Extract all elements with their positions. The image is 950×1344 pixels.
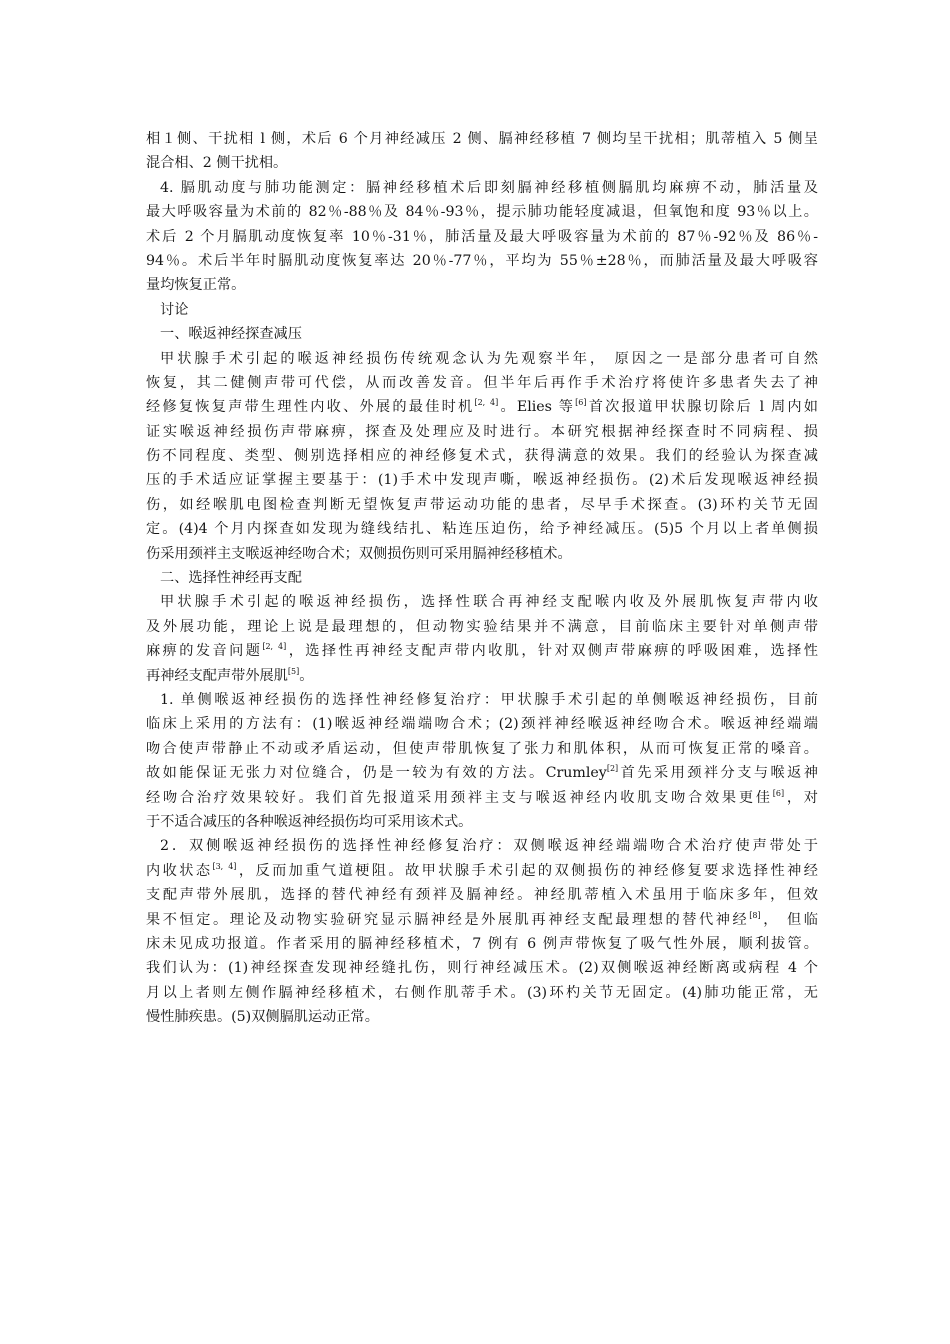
text-line: 于不适合减压的各种喉返神经损伤均可采用该术式。	[146, 813, 473, 830]
paragraph-start: 1. 单侧喉返神经损伤的选择性神经修复治疗：甲状腺手术引起的单侧喉返神经损伤，目前	[160, 691, 818, 708]
citation: [8]	[749, 910, 761, 920]
text-line: 94％。术后半年时膈肌动度恢复率达 20％-77％，平均为 55％±28％，而肺活量及最大呼吸容	[146, 252, 818, 269]
text-line: 恢复，其二健侧声带可代偿，从而改善发音。但半年后再作手术治疗将使许多患者失去了神	[146, 374, 818, 391]
text-line: 混合相、2 侧干扰相。	[146, 155, 288, 172]
text-line: 再神经支配声带外展肌[5]。	[146, 666, 314, 684]
text-line: 及外展功能，理论上说是最理想的，但动物实验结果并不满意，目前临床主要针对单侧声带	[146, 618, 818, 635]
section-heading-discussion: 讨论	[160, 301, 189, 318]
text-line: 最大呼吸容量为术前的 82％-88％及 84％-93％，提示肺功能轻度减退，但氧饱和度 93％以上。	[146, 204, 818, 221]
text-line: 床未见成功报道。作者采用的膈神经移植术，7 例有 6 例声带恢复了吸气性外展，顺利拔管。	[146, 935, 818, 952]
text-line: 临床上采用的方法有：(1)喉返神经端端吻合术；(2)颈袢神经喉返神经吻合术。喉返神经端端	[146, 716, 818, 733]
text-line: 内收状态[3, 4]，反而加重气道梗阻。故甲状腺手术引起的双侧损伤的神经修复要求选择性神经	[146, 861, 818, 879]
citation: [2, 4]	[262, 642, 287, 652]
document-body	[146, 127, 818, 1029]
text-line: 我们认为：(1)神经探查发现神经缝扎伤，则行神经减压术。(2)双侧喉返神经断离或病程 4 个	[146, 960, 818, 977]
text-line: 相１侧、干扰相 l 侧，术后 6 个月神经减压 2 侧、膈神经移植 7 侧均呈干扰相；肌蒂植入 5 侧呈	[146, 131, 818, 147]
paragraph-diaphragm-lung-function: 4. 膈肌动度与肺功能测定：膈神经移植术后即刻膈神经移植侧膈肌均麻痹不动，肺活量及	[160, 179, 818, 196]
subsection-heading-2: 二、选择性神经再支配	[160, 570, 302, 587]
text-line: 支配声带外展肌，选择的替代神经有颈袢及膈神经。神经肌蒂植入术虽用于临床多年，但效	[146, 887, 818, 904]
text-line: 定。(4)4 个月内探查如发现为缝线结扎、粘连压迫伤，给予神经减压。(5)5 个月以上者单侧损	[146, 521, 818, 538]
text-line: 术后 2 个月膈肌动度恢复率 10％-31％，肺活量及最大呼吸容量为术前的 87％-92％及 86％-	[146, 228, 818, 245]
text-line: 伤采用颈袢主支喉返神经吻合术；双侧损伤则可采用膈神经移植术。	[146, 545, 572, 562]
text-line: 伤，如经喉肌电图检查判断无望恢复声带运动功能的患者，尽早手术探查。(3)环杓关节无固	[146, 496, 818, 513]
text-line: 证实喉返神经损伤声带麻痹，探查及处理应及时进行。本研究根据神经探查时不同病程、损	[146, 423, 818, 440]
text-line: 慢性肺疾患。(5)双侧膈肌运动正常。	[146, 1009, 379, 1026]
text-line: 压的手术适应证掌握主要基于：(1)手术中发现声嘶，喉返神经损伤。(2)术后发现喉返神经损	[146, 472, 818, 489]
text-line: 果不恒定。理论及动物实验研究显示膈神经是外展肌再神经支配最理想的替代神经[8]， 但临	[146, 910, 818, 928]
citation: [6]	[772, 788, 785, 798]
subsection-heading-1: 一、喉返神经探查减压	[160, 326, 302, 343]
citation: [3, 4]	[212, 861, 237, 871]
citation: [5]	[287, 666, 300, 676]
citation: [2]	[606, 764, 619, 774]
text-line: 麻痹的发音问题[2, 4]，选择性再神经支配声带内收肌，针对双侧声带麻痹的呼吸困难，选择性	[146, 642, 818, 660]
text-line: 经吻合治疗效果较好。我们首先报道采用颈袢主支与喉返神经内收肌支吻合效果更佳[6]，对	[146, 788, 818, 806]
text-line: 经修复恢复声带生理性内收、外展的最佳时机[2, 4]。Elies 等[6]首次报道甲状腺切除后 l 周内如	[146, 398, 818, 416]
text-line: 月以上者则左侧作膈神经移植术，右侧作肌蒂手术。(3)环杓关节无固定。(4)肺功能正常，无	[146, 984, 818, 1001]
text-line: 吻合使声带静止不动或矛盾运动，但使声带肌恢复了张力和肌体积，从而可恢复正常的嗓音。	[146, 740, 818, 757]
text-line: 量均恢复正常。	[146, 277, 246, 294]
paragraph-start: 甲状腺手术引起的喉返神经损伤传统观念认为先观察半年， 原因之一是部分患者可自然	[160, 350, 818, 367]
citation: [2, 4]	[474, 398, 499, 408]
text-line: 故如能保证无张力对位缝合，仍是一较为有效的方法。Crumley[2]首先采用颈袢分支与喉返神	[146, 764, 818, 782]
text-line: 伤不同程度、类型、侧别选择相应的神经修复术式，获得满意的效果。我们的经验认为探查减	[146, 448, 818, 465]
paragraph-start: 甲状腺手术引起的喉返神经损伤，选择性联合再神经支配喉内收及外展肌恢复声带内收	[160, 594, 818, 611]
citation: [6]	[575, 398, 587, 408]
paragraph-start: 2．双侧喉返神经损伤的选择性神经修复治疗：双侧喉返神经端端吻合术治疗使声带处于	[160, 838, 818, 855]
